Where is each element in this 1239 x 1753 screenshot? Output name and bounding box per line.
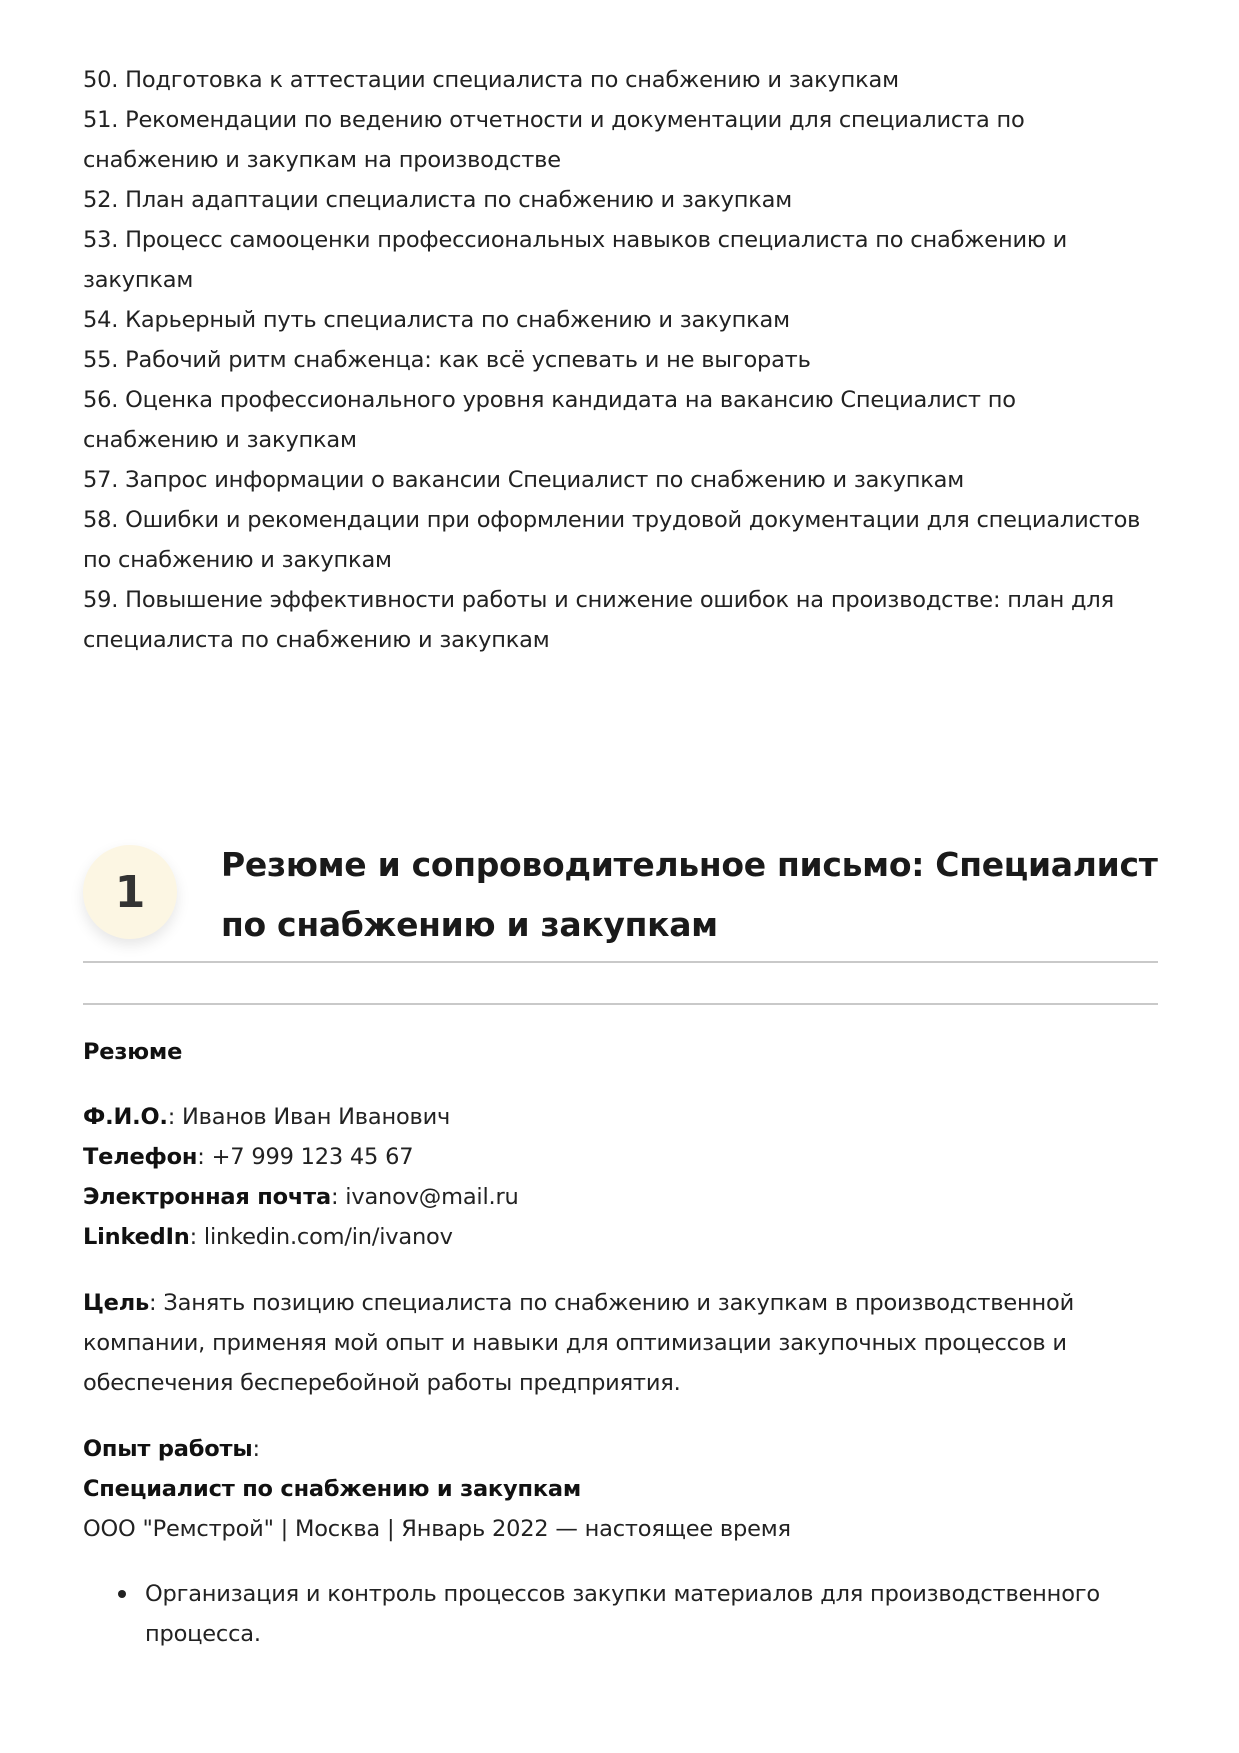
toc-list [83, 60, 1158, 660]
toc-item: 51. Рекомендации по ведению отчетности и документации для специалиста по снабжению и закупкам на производстве [83, 107, 1025, 173]
job-details: ООО "Ремстрой" | Москва | Январь 2022 — настоящее время [83, 1516, 791, 1542]
toc-item: 59. Повышение эффективности работы и снижение ошибок на производстве: план для специалиста по снабжению и закупкам [83, 587, 1114, 653]
toc-item: 55. Рабочий ритм снабженца: как всё успевать и не выгорать [83, 347, 811, 373]
linkedin-label: LinkedIn [83, 1224, 190, 1250]
section-number-badge: 1 [83, 845, 177, 939]
linkedin-value: : linkedin.com/in/ivanov [189, 1224, 453, 1250]
table-of-contents [83, 60, 1158, 660]
section-title: Резюме и сопроводительное письмо: Специалист по снабжению и закупкам [221, 845, 1158, 944]
job-title: Специалист по снабжению и закупкам [83, 1476, 582, 1502]
section-header [83, 835, 1158, 965]
experience-label: Опыт работы [83, 1436, 253, 1462]
toc-item: 53. Процесс самооценки профессиональных навыков специалиста по снабжению и закупкам [83, 227, 1068, 293]
fio-line [83, 1097, 1158, 1137]
phone-value: : +7 999 123 45 67 [197, 1144, 414, 1170]
fio-value: : Иванов Иван Иванович [167, 1104, 451, 1130]
list-item: Организация и контроль процессов закупки материалов для производственного процесса. [145, 1574, 1158, 1654]
toc-item: 54. Карьерный путь специалиста по снабжению и закупкам [83, 307, 790, 333]
goal-value: : Занять позицию специалиста по снабжению и закупкам в производственной компании, применяя мой опыт и навыки для оптимизации закупочных процессов и обеспечения бесперебойной работы предприятия. [83, 1290, 1075, 1396]
phone-line [83, 1137, 1158, 1177]
email-label: Электронная почта [83, 1184, 331, 1210]
toc-item: 56. Оценка профессионального уровня кандидата на вакансию Специалист по снабжению и закупкам [83, 387, 1016, 453]
goal-paragraph [83, 1283, 1158, 1403]
section-divider [83, 961, 1158, 963]
experience-colon: : [252, 1436, 260, 1462]
resume-heading: Резюме [83, 1039, 183, 1065]
goal-label: Цель [83, 1290, 150, 1316]
fio-label: Ф.И.О. [83, 1104, 168, 1130]
linkedin-line [83, 1217, 1158, 1257]
toc-item: 50. Подготовка к аттестации специалиста по снабжению и закупкам [83, 67, 899, 93]
resume-content [83, 1032, 1158, 1654]
email-line [83, 1177, 1158, 1217]
duties-list [83, 1574, 1158, 1654]
content-divider [83, 1003, 1158, 1005]
toc-item: 52. План адаптации специалиста по снабжению и закупкам [83, 187, 793, 213]
phone-label: Телефон [83, 1144, 198, 1170]
email-value: : ivanov@mail.ru [330, 1184, 519, 1210]
experience-heading [83, 1429, 1158, 1469]
toc-item: 57. Запрос информации о вакансии Специалист по снабжению и закупкам [83, 467, 964, 493]
toc-item: 58. Ошибки и рекомендации при оформлении трудовой документации для специалистов по снабжению и закупкам [83, 507, 1141, 573]
